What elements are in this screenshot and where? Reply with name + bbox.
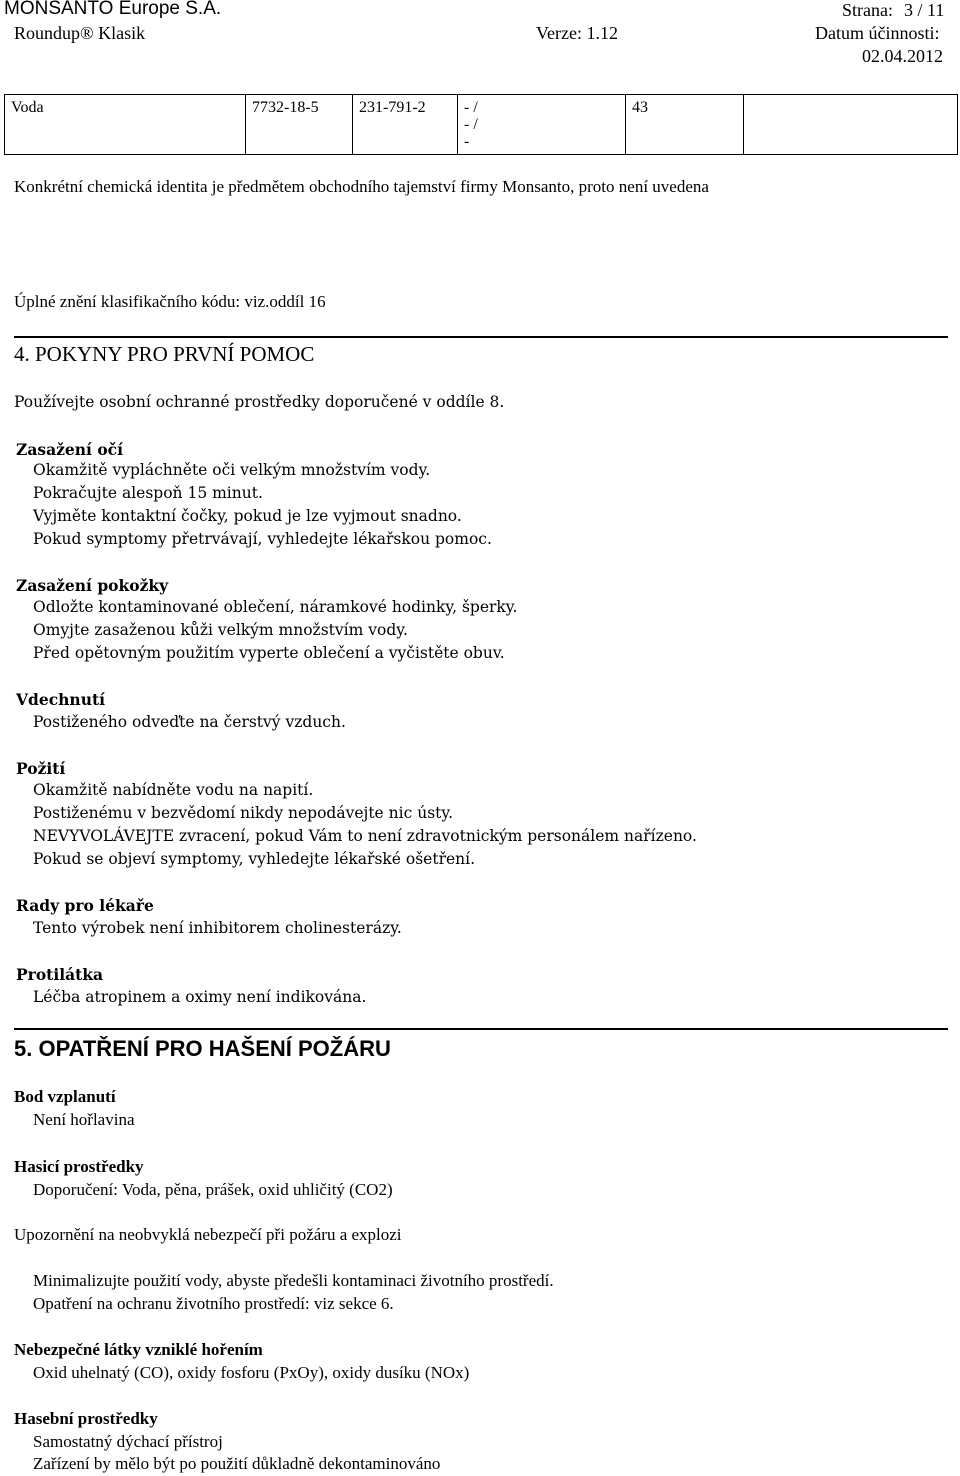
- doctor-heading: Rady pro lékaře: [16, 896, 154, 915]
- eyes-heading: Zasažení očí: [16, 440, 124, 459]
- section-divider: [14, 1028, 948, 1030]
- empty-cell: [744, 95, 958, 155]
- date-value: 02.04.2012: [862, 46, 943, 66]
- skin-line: Omyjte zasaženou kůži velkým množstvím vody.: [33, 621, 408, 639]
- doctor-line: Tento výrobek není inhibitorem cholinesterázy.: [33, 919, 402, 937]
- combustion-heading: Nebezpečné látky vzniklé hořením: [14, 1340, 263, 1359]
- composition-table: [4, 94, 958, 155]
- classification-line: -: [464, 133, 470, 150]
- section-divider: [14, 336, 948, 338]
- skin-line: Odložte kontaminované oblečení, náramkové hodinky, šperky.: [33, 598, 518, 616]
- identity-note: Konkrétní chemická identita je předmětem obchodního tajemství firmy Monsanto, proto není uvedena: [14, 177, 709, 196]
- ingestion-line: Okamžitě nabídněte vodu na napití.: [33, 781, 314, 799]
- classification: [458, 95, 626, 155]
- flash-heading: Bod vzplanutí: [14, 1087, 116, 1106]
- hazards-line: Minimalizujte použití vody, abyste předešli kontaminaci životního prostředí.: [33, 1271, 554, 1290]
- inhalation-line: Postiženého odveďte na čerstvý vzduch.: [33, 713, 346, 731]
- inhalation-heading: Vdechnutí: [16, 690, 106, 709]
- ec-number: 231-791-2: [353, 95, 458, 155]
- media-heading: Hasicí prostředky: [14, 1157, 144, 1176]
- equipment-line: Zařízení by mělo být po použití důkladně dekontaminováno: [33, 1454, 441, 1473]
- skin-heading: Zasažení pokožky: [16, 576, 169, 595]
- ingestion-line: NEVYVOLÁVEJTE zvracení, pokud Vám to není zdravotnickým personálem nařízeno.: [33, 827, 697, 845]
- antidote-line: Léčba atropinem a oximy není indikována.: [33, 988, 367, 1006]
- full-text-note: Úplné znění klasifikačního kódu: viz.oddíl 16: [14, 292, 326, 311]
- table-row: [5, 95, 958, 155]
- antidote-heading: Protilátka: [16, 965, 104, 984]
- ingestion-line: Postiženému v bezvědomí nikdy nepodávejte nic ústy.: [33, 804, 453, 822]
- eyes-line: Pokud symptomy přetrvávají, vyhledejte lékařskou pomoc.: [33, 530, 492, 548]
- classification-line: - /: [464, 116, 478, 133]
- page-label: Strana:: [842, 0, 893, 20]
- equipment-line: Samostatný dýchací přístroj: [33, 1432, 223, 1451]
- version: Verze: 1.12: [536, 23, 618, 43]
- eyes-line: Okamžitě vypláchněte oči velkým množstvím vody.: [33, 461, 431, 479]
- eyes-line: Vyjměte kontaktní čočky, pokud je lze vyjmout snadno.: [33, 507, 462, 525]
- company-name: MONSANTO Europe S.A.: [4, 0, 222, 19]
- classification-line: - /: [464, 99, 478, 116]
- section-4-intro: Používejte osobní ochranné prostředky doporučené v oddíle 8.: [14, 393, 505, 411]
- concentration: 43: [626, 95, 744, 155]
- hazards-heading: Upozornění na neobvyklá nebezpečí při požáru a explozi: [14, 1225, 402, 1244]
- product-name: Roundup® Klasik: [14, 23, 146, 43]
- skin-line: Před opětovným použitím vyperte oblečení a vyčistěte obuv.: [33, 644, 505, 662]
- section-5-title: 5. OPATŘENÍ PRO HAŠENÍ POŽÁRU: [14, 1036, 391, 1061]
- section-4-title: 4. POKYNY PRO PRVNÍ POMOC: [14, 342, 315, 366]
- ingestion-heading: Požití: [16, 759, 66, 778]
- date-label: Datum účinnosti:: [815, 23, 940, 43]
- ingestion-line: Pokud se objeví symptomy, vyhledejte lékařské ošetření.: [33, 850, 476, 868]
- eyes-line: Pokračujte alespoň 15 minut.: [33, 484, 263, 502]
- hazards-line: Opatření na ochranu životního prostředí: viz sekce 6.: [33, 1294, 394, 1313]
- media-line: Doporučení: Voda, pěna, prášek, oxid uhličitý (CO2): [33, 1180, 393, 1199]
- page-number: 3 / 11: [904, 0, 945, 20]
- substance-name: Voda: [5, 95, 246, 155]
- cas-number: 7732-18-5: [246, 95, 353, 155]
- combustion-line: Oxid uhelnatý (CO), oxidy fosforu (PxOy), oxidy dusíku (NOx): [33, 1363, 470, 1382]
- equipment-heading: Hasební prostředky: [14, 1409, 158, 1428]
- flash-line: Není hořlavina: [33, 1110, 135, 1129]
